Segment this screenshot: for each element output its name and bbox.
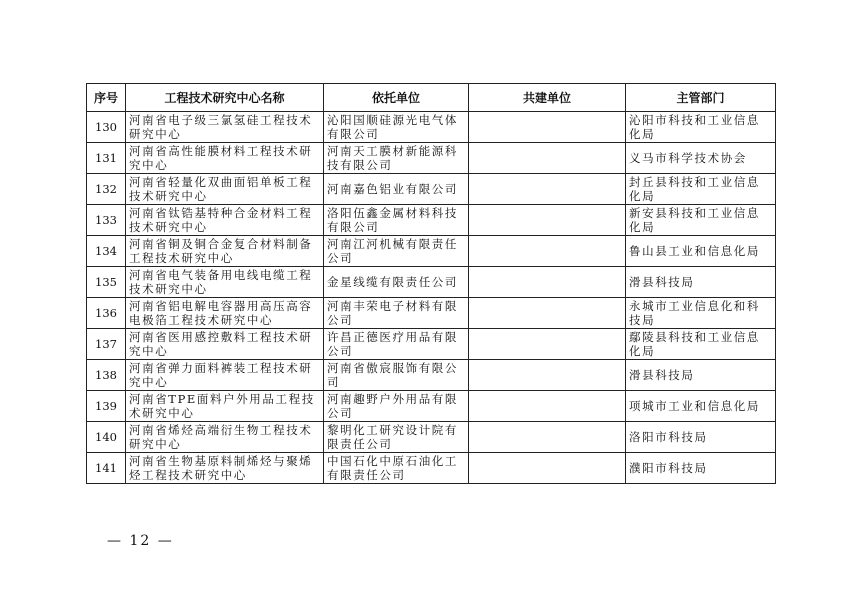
cell-center-name: 河南省铝电解电容器用高压高容电极箔工程技术研究中心: [126, 298, 324, 329]
cell-center-name: 河南省轻量化双曲面铝单板工程技术研究中心: [126, 174, 324, 205]
table-row: [87, 112, 776, 143]
table-row: [87, 267, 776, 298]
cell-seq: 132: [87, 174, 126, 205]
cell-partner-unit: [469, 298, 626, 329]
centers-table: [86, 83, 776, 484]
cell-host-unit: 河南丰荣电子材料有限公司: [324, 298, 469, 329]
cell-center-name: 河南省烯烃高端衍生物工程技术研究中心: [126, 422, 324, 453]
cell-partner-unit: [469, 391, 626, 422]
cell-host-unit: 洛阳伍鑫金属材料科技有限公司: [324, 205, 469, 236]
table-row: [87, 391, 776, 422]
cell-center-name: 河南省电子级三氯氢硅工程技术研究中心: [126, 112, 324, 143]
cell-seq: 140: [87, 422, 126, 453]
table-row: [87, 298, 776, 329]
cell-host-unit: 许昌正德医疗用品有限公司: [324, 329, 469, 360]
cell-partner-unit: [469, 453, 626, 484]
cell-seq: 133: [87, 205, 126, 236]
table-row: [87, 236, 776, 267]
cell-seq: 130: [87, 112, 126, 143]
cell-host-unit: 河南省傲宸服饰有限公司: [324, 360, 469, 391]
table-header-row: [87, 84, 776, 112]
cell-authority: 项城市工业和信息化局: [626, 391, 776, 422]
cell-partner-unit: [469, 329, 626, 360]
cell-host-unit: 黎明化工研究设计院有限责任公司: [324, 422, 469, 453]
cell-partner-unit: [469, 422, 626, 453]
cell-center-name: 河南省电气装备用电线电缆工程技术研究中心: [126, 267, 324, 298]
cell-center-name: 河南省钛锆基特种合金材料工程技术研究中心: [126, 205, 324, 236]
cell-center-name: 河南省高性能膜材料工程技术研究中心: [126, 143, 324, 174]
table-row: [87, 174, 776, 205]
cell-host-unit: 金星线缆有限责任公司: [324, 267, 469, 298]
cell-partner-unit: [469, 205, 626, 236]
cell-partner-unit: [469, 112, 626, 143]
cell-authority: 滑县科技局: [626, 267, 776, 298]
table-row: [87, 422, 776, 453]
cell-authority: 滑县科技局: [626, 360, 776, 391]
cell-seq: 139: [87, 391, 126, 422]
header-partner-unit: 共建单位: [469, 84, 626, 112]
cell-seq: 131: [87, 143, 126, 174]
page-number: — 12 —: [107, 533, 174, 549]
cell-host-unit: 河南趣野户外用品有限公司: [324, 391, 469, 422]
cell-authority: 新安县科技和工业信息化局: [626, 205, 776, 236]
cell-authority: 永城市工业信息化和科技局: [626, 298, 776, 329]
cell-partner-unit: [469, 236, 626, 267]
cell-center-name: 河南省生物基原料制烯烃与聚烯烃工程技术研究中心: [126, 453, 324, 484]
table-row: [87, 329, 776, 360]
cell-center-name: 河南省弹力面料裤装工程技术研究中心: [126, 360, 324, 391]
header-center-name: 工程技术研究中心名称: [126, 84, 324, 112]
cell-seq: 136: [87, 298, 126, 329]
cell-host-unit: 河南嘉色铝业有限公司: [324, 174, 469, 205]
cell-seq: 134: [87, 236, 126, 267]
header-seq: 序号: [87, 84, 126, 112]
cell-authority: 洛阳市科技局: [626, 422, 776, 453]
cell-host-unit: 中国石化中原石油化工有限责任公司: [324, 453, 469, 484]
cell-authority: 沁阳市科技和工业信息化局: [626, 112, 776, 143]
table-row: [87, 205, 776, 236]
cell-host-unit: 河南江河机械有限责任公司: [324, 236, 469, 267]
cell-center-name: 河南省TPE面料户外用品工程技术研究中心: [126, 391, 324, 422]
cell-seq: 135: [87, 267, 126, 298]
header-host-unit: 依托单位: [324, 84, 469, 112]
table-row: [87, 453, 776, 484]
cell-authority: 鲁山县工业和信息化局: [626, 236, 776, 267]
header-authority: 主管部门: [626, 84, 776, 112]
cell-partner-unit: [469, 174, 626, 205]
cell-authority: 鄢陵县科技和工业信息化局: [626, 329, 776, 360]
table-row: [87, 360, 776, 391]
cell-partner-unit: [469, 267, 626, 298]
cell-host-unit: 沁阳国顺硅源光电气体有限公司: [324, 112, 469, 143]
cell-partner-unit: [469, 360, 626, 391]
table-row: [87, 143, 776, 174]
cell-center-name: 河南省医用感控敷料工程技术研究中心: [126, 329, 324, 360]
cell-authority: 封丘县科技和工业信息化局: [626, 174, 776, 205]
cell-partner-unit: [469, 143, 626, 174]
cell-authority: 濮阳市科技局: [626, 453, 776, 484]
cell-center-name: 河南省铜及铜合金复合材料制备工程技术研究中心: [126, 236, 324, 267]
cell-host-unit: 河南天工膜材新能源科技有限公司: [324, 143, 469, 174]
cell-seq: 141: [87, 453, 126, 484]
cell-authority: 义马市科学技术协会: [626, 143, 776, 174]
cell-seq: 138: [87, 360, 126, 391]
cell-seq: 137: [87, 329, 126, 360]
